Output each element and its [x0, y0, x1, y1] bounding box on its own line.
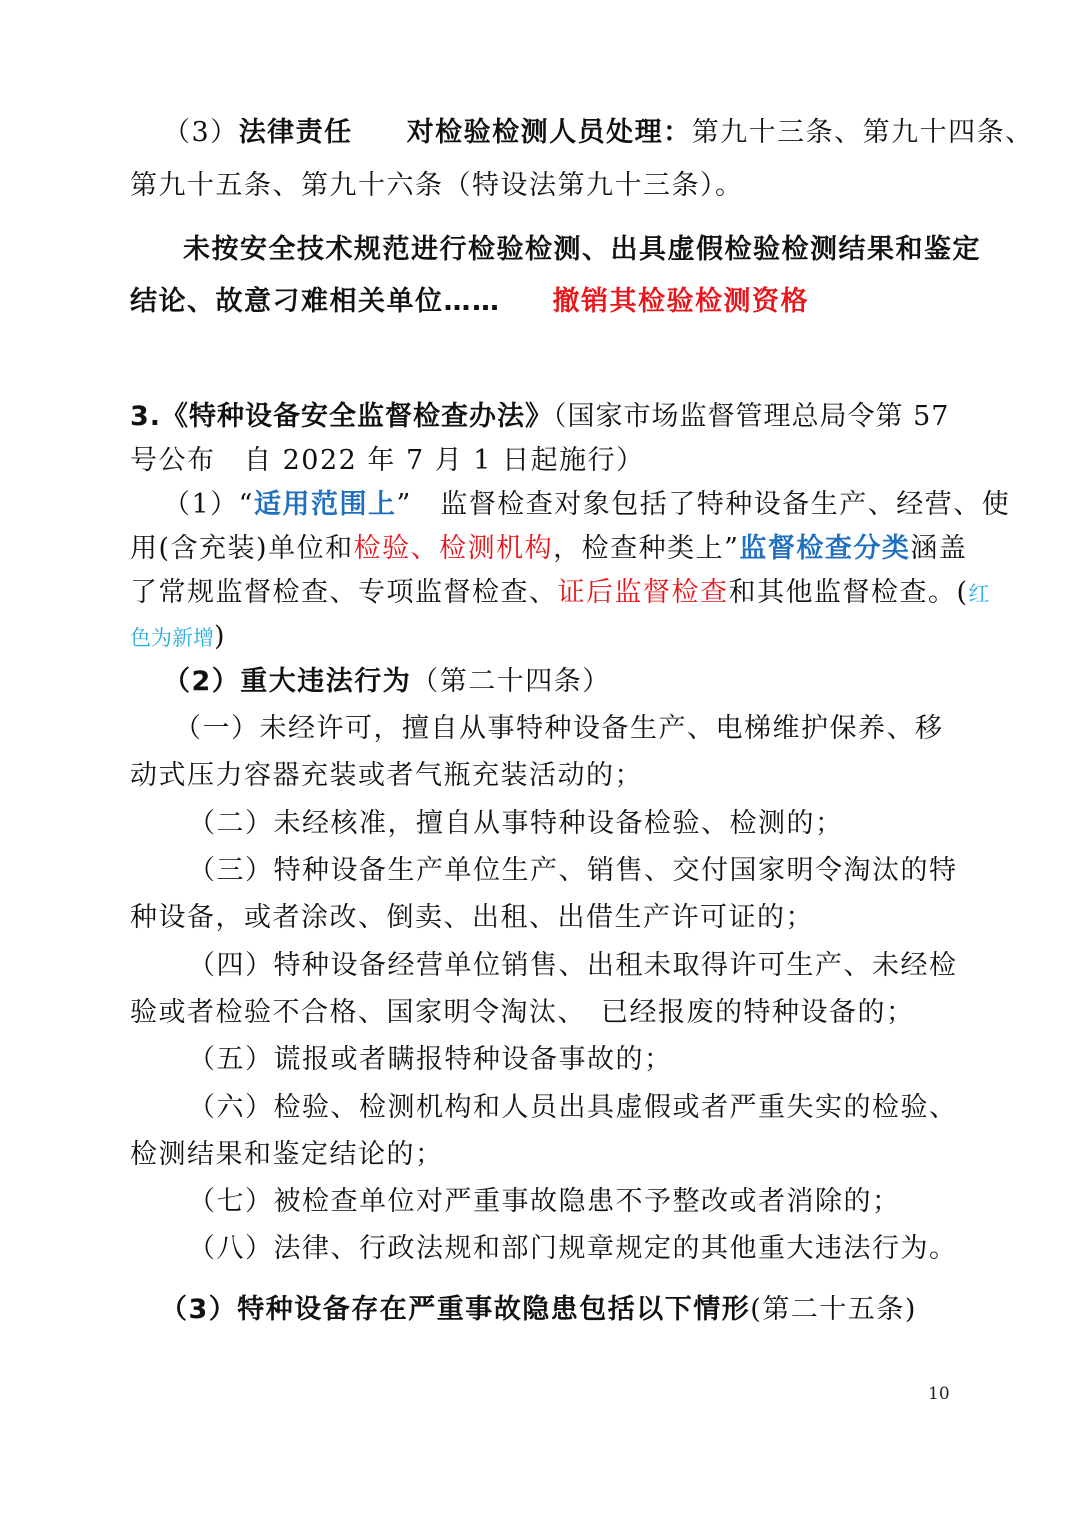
legal-prefix: （3）: [163, 117, 239, 148]
hazards-heading-line: [160, 1290, 917, 1330]
legal-heading: 法律责任: [238, 117, 353, 148]
scope-highlight: 适用范围上: [253, 489, 397, 520]
p1-text-b: ” 监督检查对象包括了特种设备生产、经营、使: [396, 489, 1011, 520]
p1-text-d: ，检查种类上”: [553, 533, 740, 564]
violation-item-line: （五）谎报或者瞒报特种设备事故的；: [188, 1044, 673, 1075]
violation-item-line: （七）被检查单位对严重事故隐患不予整改或者消除的；: [188, 1186, 901, 1217]
section3-title-line: [130, 397, 950, 437]
violation-item-line: （四）特种设备经营单位销售、出租未取得许可生产、未经检: [188, 950, 958, 981]
post-highlight: 证后监督检查: [557, 577, 729, 608]
violation-item-line: 种设备，或者涂改、倒卖、出租、出借生产许可证的；: [130, 902, 814, 933]
class-highlight: 监督检查分类: [739, 533, 911, 564]
hazards-ref: (第二十五条): [750, 1294, 917, 1325]
legal-line-2: 第九十五条、第九十六条（特设法第九十三条）。: [130, 170, 744, 201]
page-number: 10: [928, 1384, 950, 1404]
penalty-text: 撤销其检验检测资格: [552, 286, 809, 317]
legal-subheading: 对检验检测人员处理：: [406, 117, 692, 148]
orgs-highlight: 检验、检测机构: [353, 533, 554, 564]
section3-title-note-2: 号公布 自 2022 年 7 月 1 日起施行）: [130, 445, 645, 476]
p1-text-c: 用(含充装)单位和: [130, 533, 354, 564]
note-text-2: 色为新增: [130, 626, 214, 650]
violations-ref: （第二十四条）: [411, 666, 611, 697]
violation-item-line: （三）特种设备生产单位生产、销售、交付国家明令淘汰的特: [188, 855, 958, 886]
p1-text-g: 和其他监督检查。(: [728, 577, 969, 608]
legal-bold-line-2: [130, 282, 809, 322]
violation-item-line: 动式压力容器充装或者气瓶充装活动的；: [130, 760, 643, 791]
violation-item-line: （二）未经核准，擅自从事特种设备检验、检测的；: [188, 808, 844, 839]
section3-title-note: （国家市场监督管理总局令第 57: [553, 401, 950, 432]
section3-title: 《特种设备安全监督检查办法》: [161, 401, 554, 432]
legal-line-1: [163, 113, 1034, 153]
violations-heading-line: [163, 662, 611, 702]
note-close: ): [214, 621, 227, 652]
violation-item-line: 检测结果和鉴定结论的；: [130, 1139, 444, 1170]
section3-p1-line2: [130, 529, 967, 569]
violation-item-line: 验或者检验不合格、国家明令淘汰、 已经报废的特种设备的；: [130, 997, 915, 1028]
violations-heading: （2）重大违法行为: [163, 666, 412, 697]
section3-p1-line1: [163, 485, 1010, 525]
p1-text-f: 了常规监督检查、专项监督检查、: [130, 577, 558, 608]
violation-item-line: （六）检验、检测机构和人员出具虚假或者严重失实的检验、: [188, 1092, 958, 1123]
section3-p1-line3: [130, 573, 990, 614]
violation-item-line: （一）未经许可，擅自从事特种设备生产、电梯维护保养、移: [174, 713, 944, 744]
legal-articles: 第九十三条、第九十四条、: [691, 117, 1034, 148]
p1-text-e: 涵盖: [910, 533, 968, 564]
section3-number: 3.: [130, 401, 162, 432]
note-text-1: 红: [968, 582, 990, 606]
violation-item-line: （八）法律、行政法规和部门规章规定的其他重大违法行为。: [188, 1233, 958, 1264]
hazards-heading: （3）特种设备存在严重事故隐患包括以下情形: [160, 1294, 751, 1325]
p1-prefix: （1）“: [163, 489, 254, 520]
section3-p1-line4: [130, 617, 226, 658]
legal-bold-line-1: 未按安全技术规范进行检验检测、出具虚假检验检测结果和鉴定: [183, 234, 981, 265]
legal-bold-text: 结论、故意刁难相关单位……: [130, 286, 501, 317]
